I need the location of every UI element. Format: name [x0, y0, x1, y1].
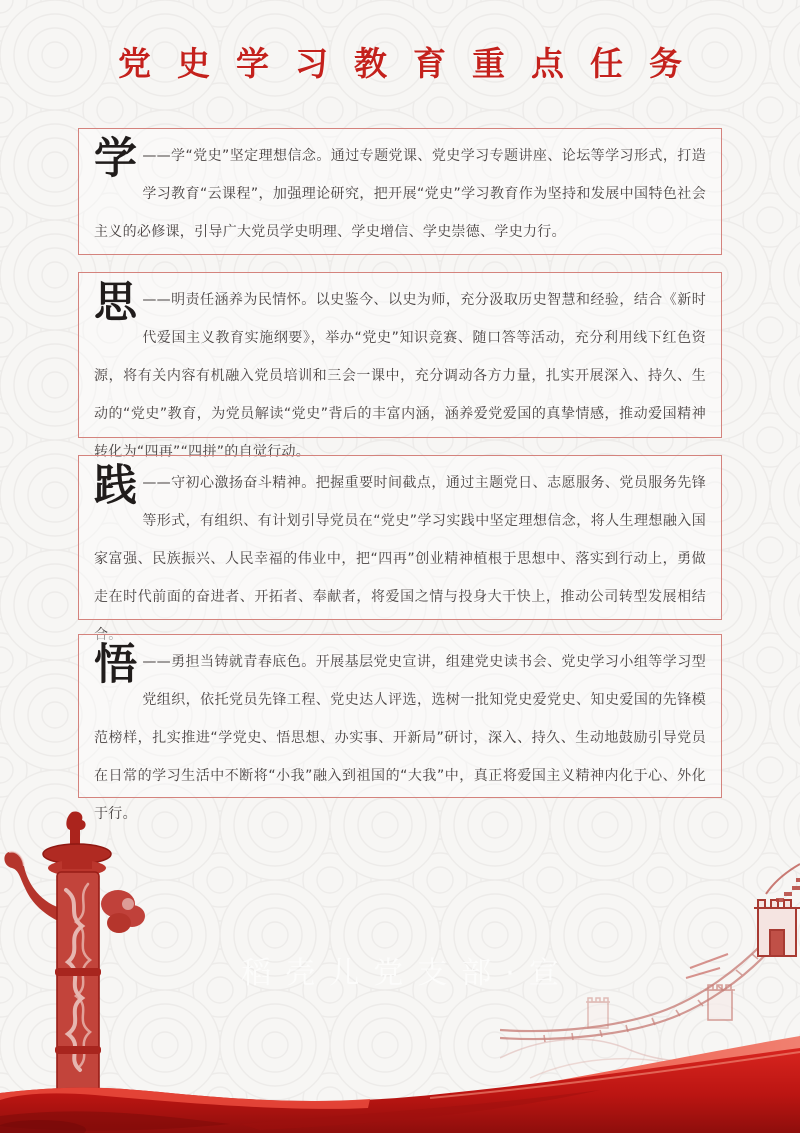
page-title: 党史学习教育重点任务: [118, 44, 708, 83]
section-card-wu: [78, 634, 722, 822]
section-card-si: [78, 272, 722, 460]
section-keyword-jian: 践: [94, 461, 138, 511]
section-keyword-si: 思: [94, 278, 138, 328]
section-text-xue: ——学“党史”坚定理想信念。通过专题党课、党史学习专题讲座、论坛等学习形式，打造学习教育“云课程”，加强理论研究，把开展“党史”学习教育作为坚持和发展中国特色社会主义的必修课，引导广大党员学史明理、学史增信、学史崇德、学史力行。: [94, 148, 706, 240]
section-text-jian: ——守初心激扬奋斗精神。把握重要时间截点，通过主题党日、志愿服务、党员服务先锋等形式，有组织、有计划引导党员在“党史”学习实践中坚定理想信念，将人生理想融入国家富强、民族振兴、人民幸福的伟业中，把“四再”创业精神植根于思想中、落实到行动上，勇做走在时代前面的奋进者、开拓者、奉献者，将爱国之情与投身大干快上，推动公司转型发展相结合。: [94, 475, 706, 643]
section-keyword-xue: 学: [94, 134, 138, 184]
section-card-jian: [78, 455, 722, 643]
section-card-xue: [78, 128, 722, 255]
red-ribbon-graphic: [0, 1020, 800, 1133]
publisher-label: 稻壳儿党支部·宣: [241, 956, 573, 991]
section-keyword-wu: 悟: [94, 640, 138, 690]
section-text-si: ——明责任涵养为民情怀。以史鉴今、以史为师，充分汲取历史智慧和经验，结合《新时代爱国主义教育实施纲要》，举办“党史”知识竞赛、随口答等活动，充分利用线下红色资源，将有关内容有机融入党员培训和三会一课中，充分调动各方力量，扎实开展深入、持久、生动的“党史”教育，为党员解读“党史”背后的丰富内涵，涵养爱党爱国的真挚情感，推动爱国精神转化为“四再”“四拼”的自觉行动。: [94, 292, 706, 460]
section-text-wu: ——勇担当铸就青春底色。开展基层党史宣讲，组建党史读书会、党史学习小组等学习型党组织，依托党员先锋工程、党史达人评选，选树一批知党史爱党史、知史爱国的先锋模范榜样，扎实推进“学党史、悟思想、办实事、开新局”研讨，深入、持久、生动地鼓励引导党员在日常的学习生活中不断将“小我”融入到祖国的“大我”中，真正将爱国主义精神内化于心、外化于行。: [94, 654, 706, 822]
